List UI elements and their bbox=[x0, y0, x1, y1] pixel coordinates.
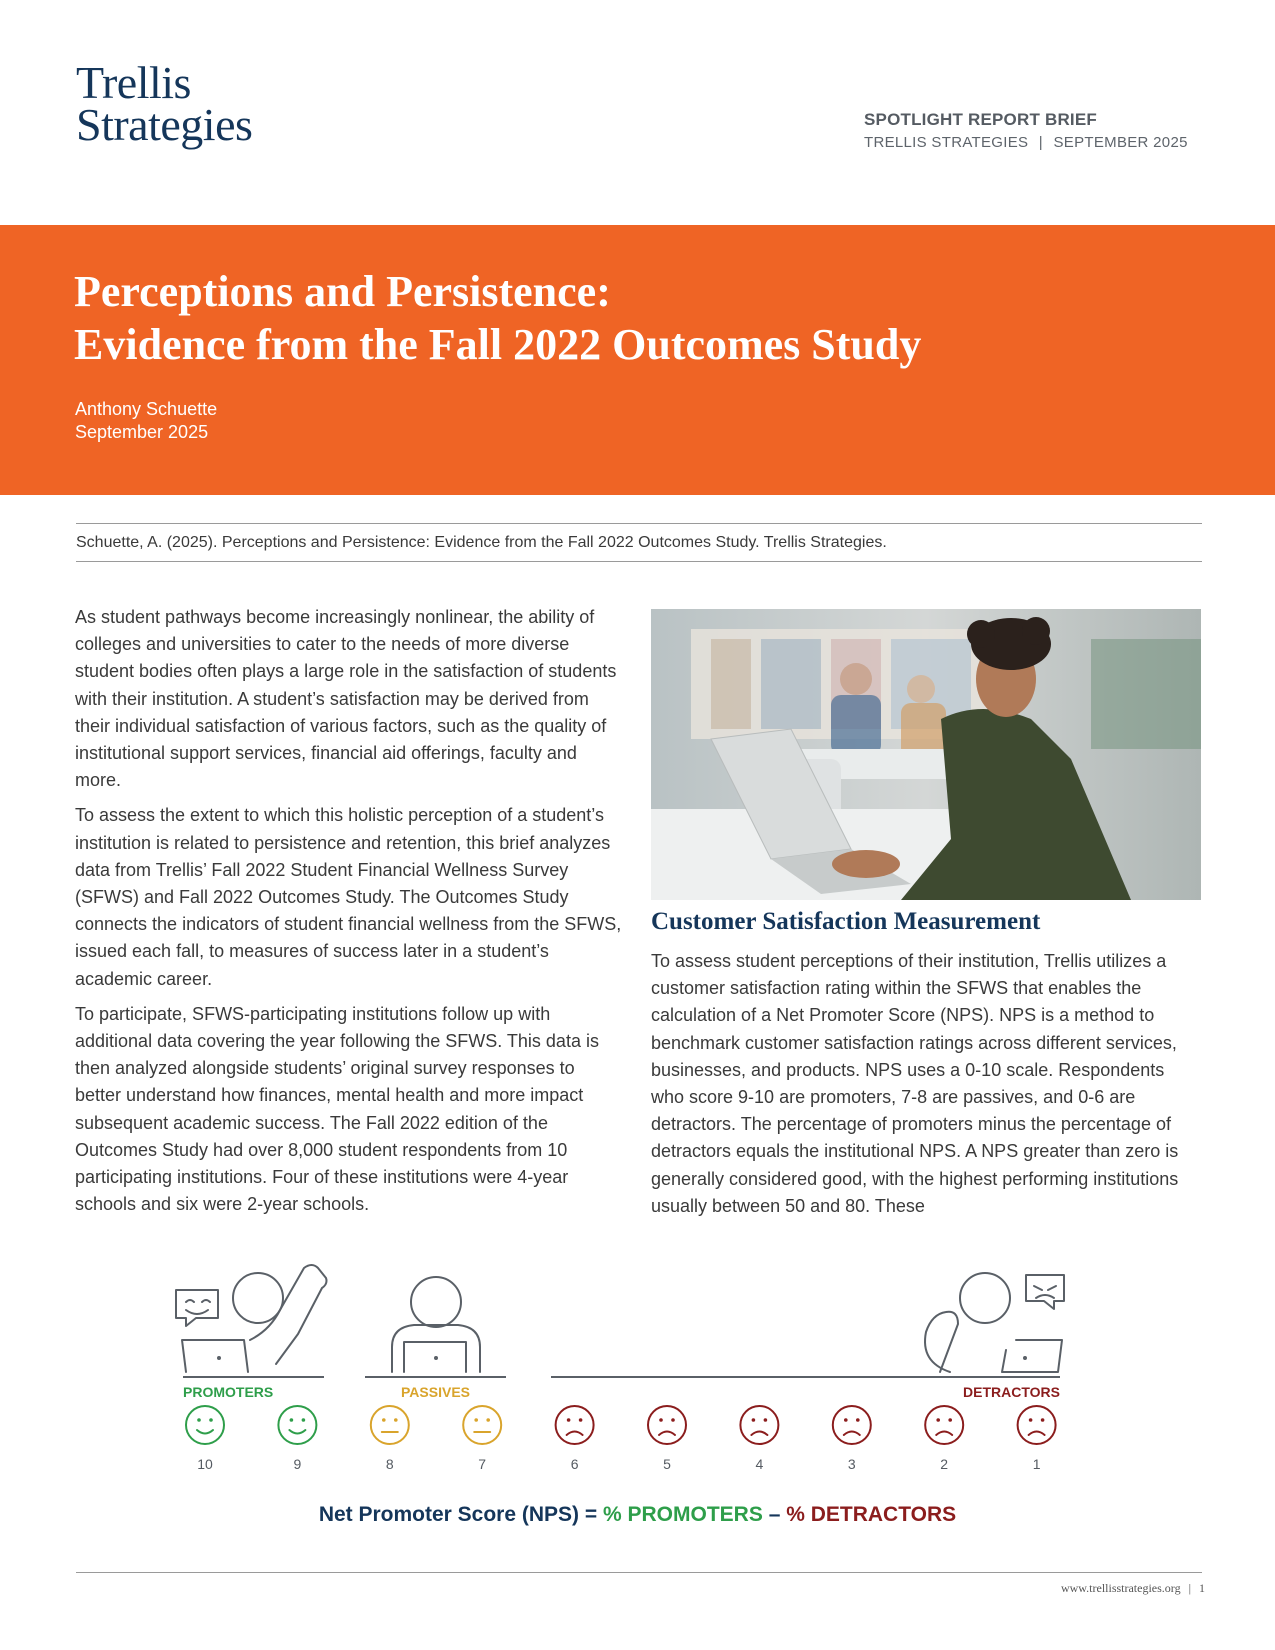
title-line-2: Evidence from the Fall 2022 Outcomes Study bbox=[74, 320, 922, 369]
detractor-face-icon bbox=[648, 1406, 686, 1444]
page-number: 1 bbox=[1199, 1581, 1205, 1595]
detractor-face-icon bbox=[740, 1406, 778, 1444]
promoter-figure-icon bbox=[176, 1265, 327, 1372]
student-laptop-photo bbox=[651, 609, 1201, 900]
report-header bbox=[864, 110, 1188, 151]
citation-top-rule bbox=[76, 523, 1202, 524]
nps-scale-graphic bbox=[0, 1250, 1275, 1480]
score-label: 7 bbox=[478, 1456, 487, 1472]
passive-figure-icon bbox=[392, 1277, 480, 1372]
title-line-1: Perceptions and Persistence: bbox=[74, 267, 611, 316]
footer bbox=[1061, 1581, 1205, 1596]
logo-line-1: Trellis bbox=[76, 57, 191, 108]
detractor-face-icon bbox=[833, 1406, 871, 1444]
citation: Schuette, A. (2025). Perceptions and Persistence: Evidence from the Fall 2022 Outcomes Study. Trellis Strategies. bbox=[76, 534, 887, 551]
score-label: 9 bbox=[293, 1456, 302, 1472]
section-column bbox=[651, 948, 1199, 1220]
report-org: TRELLIS STRATEGIES bbox=[864, 134, 1029, 151]
intro-paragraph-3: To participate, SFWS-participating institutions follow up with additional data covering the year following the SFWS. This data is then analyzed alongside students’ original survey responses to better understand how finances, mental health and more impact subsequent academic success. The Fall 2022 edition of the Outcomes Study had over 8,000 student respondents from 10 participating institutions. Four of these institutions were 4-year schools and six were 2-year schools. bbox=[75, 1003, 599, 1215]
section-paragraph: To assess student perceptions of their institution, Trellis utilizes a customer satisfaction rating within the SFWS that enables the calculation of a Net Promoter Score (NPS). NPS is a method to benchmark customer satisfaction ratings across different services, businesses, and products. NPS uses a 0-10 scale. Respondents who score 9-10 are promoters, 7-8 are passives, and 0-6 are detractors. The percentage of promoters minus the percentage of detractors equals the institutional NPS. A NPS greater than zero is generally considered good, with the highest performing institutions usually between 50 and 80. These bbox=[651, 951, 1179, 1216]
passive-face-icon bbox=[371, 1406, 409, 1444]
formula-left: Net Promoter Score (NPS) = bbox=[318, 1503, 598, 1526]
formula-detractors: % DETRACTORS bbox=[786, 1503, 957, 1526]
detractor-face-icon bbox=[556, 1406, 594, 1444]
passive-face-icon bbox=[463, 1406, 501, 1444]
publication-date: September 2025 bbox=[75, 422, 209, 442]
report-type: SPOTLIGHT REPORT BRIEF bbox=[864, 110, 1097, 129]
intro-paragraph-1: As student pathways become increasingly nonlinear, the ability of colleges and universities to cater to the needs of more diverse student bodies often plays a large role in the satisfaction of students with their institution. A student’s satisfaction may be derived from their individual satisfaction of various factors, such as the quality of institutional support services, financial aid offerings, faculty and more. bbox=[75, 607, 617, 791]
detractor-face-icon bbox=[1018, 1406, 1056, 1444]
report-meta bbox=[864, 134, 1188, 151]
score-label: 3 bbox=[847, 1456, 856, 1472]
footer-url: www.trellisstrategies.org bbox=[1060, 1581, 1181, 1595]
detractor-figure-icon bbox=[925, 1273, 1064, 1372]
score-label: 1 bbox=[1032, 1456, 1041, 1472]
nps-formula bbox=[0, 1503, 1275, 1527]
title-banner bbox=[0, 225, 1275, 495]
score-label: 2 bbox=[940, 1456, 949, 1472]
report-date: SEPTEMBER 2025 bbox=[1053, 134, 1188, 151]
section-heading: Customer Satisfaction Measurement bbox=[651, 908, 1041, 935]
footer-separator: | bbox=[1188, 1581, 1191, 1595]
footer-rule bbox=[76, 1572, 1202, 1573]
citation-bottom-rule bbox=[76, 561, 1202, 562]
passives-label: PASSIVES bbox=[401, 1384, 470, 1400]
nps-infographic bbox=[0, 1250, 1275, 1480]
trellis-logo bbox=[76, 57, 253, 150]
intro-paragraph-2: To assess the extent to which this holistic perception of a student’s institution is related to persistence and retention, this brief analyzes data from Trellis’ Fall 2022 Student Financial Wellness Survey (SFWS) and Fall 2022 Outcomes Study. The Outcomes Study connects the indicators of student financial wellness from the SFWS, issued each fall, to measures of success later in a student’s academic career. bbox=[75, 805, 622, 989]
detractors-label: DETRACTORS bbox=[963, 1384, 1060, 1400]
intro-column bbox=[75, 604, 623, 1226]
page-title bbox=[74, 265, 921, 371]
promoter-face-icon bbox=[278, 1406, 316, 1444]
score-label: 5 bbox=[663, 1456, 671, 1472]
author-name: Anthony Schuette bbox=[75, 399, 218, 419]
score-label: 4 bbox=[755, 1456, 764, 1472]
detractor-face-icon bbox=[925, 1406, 963, 1444]
score-label: 8 bbox=[385, 1456, 394, 1472]
promoter-face-icon bbox=[186, 1406, 224, 1444]
logo-line-2: Strategies bbox=[76, 99, 253, 150]
score-label: 10 bbox=[197, 1456, 213, 1472]
promoters-label: PROMOTERS bbox=[183, 1384, 274, 1400]
meta-separator: | bbox=[1038, 134, 1043, 151]
formula-minus: – bbox=[768, 1503, 781, 1526]
formula-promoters: % PROMOTERS bbox=[602, 1503, 763, 1526]
score-label: 6 bbox=[570, 1456, 579, 1472]
byline bbox=[75, 398, 217, 444]
